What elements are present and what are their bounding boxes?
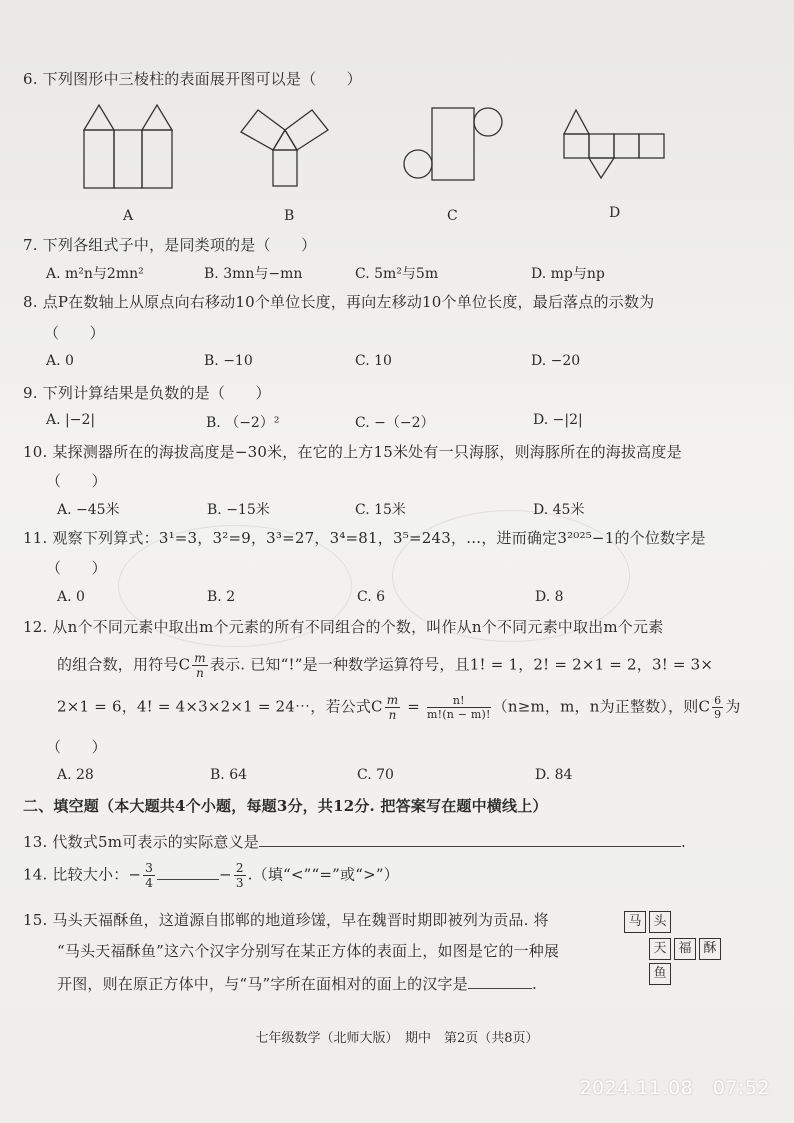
q7-stem: 7. 下列各组式子中，是同类项的是（ ） [23,236,317,254]
q15-line2: “马头天福酥鱼”这六个汉字分别写在某正方体的表面上，如图是它的一种展 [57,942,560,960]
net-cell-tian: 天 [649,938,671,960]
q8-option-a: A. 0 [46,353,74,369]
q14-frac-1: $\frac{3}{4}$ [145,861,154,890]
net-cell-su: 酥 [699,938,721,960]
q11-paren: （ ） [46,559,107,577]
net-cell-yu: 鱼 [649,963,671,985]
q11-stem: 11. 观察下列算式：3¹=3，3²=9，3³=27，3⁴=81，3⁵=243，…，进而确定3²⁰²⁵−1的个位数字是 [23,529,706,547]
photo-timestamp: 2024.11.08 07:52 [579,1077,770,1099]
q12-line2 [57,652,713,679]
page-footer: 七年级数学（北师大版） 期中 第2页（共8页） [255,1031,539,1046]
q9-option-d: D. −|2| [533,412,583,428]
q10-option-d: D. 45米 [533,502,585,518]
q14-stem: 14. 比较大小：− [23,865,142,884]
q10-paren: （ ） [46,472,107,490]
q7-option-c: C. 5m²与5m [355,266,439,282]
q12-frac-mn-2: $\frac{m}{n}$ [386,693,399,722]
q6-label-c: C [447,208,458,224]
q6-label-a: A [123,208,134,224]
q8-stem: 8. 点P在数轴上从原点向右移动10个单位长度，再向左移动10个单位长度，最后落点的示数为 [23,293,655,311]
q6-stem: 6. 下列图形中三棱柱的表面展开图可以是（ ） [23,70,362,88]
figure-a [84,105,172,188]
q7-option-a: A. m²n与2mn² [46,266,144,282]
q10-stem: 10. 某探测器所在的海拔高度是−30米，在它的上方15米处有一只海豚，则海豚所在的海拔高度是 [23,443,682,461]
section2-heading: 二、填空题（本大题共4个小题，每题3分，共12分. 把答案写在题中横线上） [23,797,548,815]
figure-b [241,110,328,186]
q7-option-d: D. mp与np [531,266,605,282]
q12-option-a: A. 28 [57,767,94,783]
q13-stem: 13. 代数式5m可表示的实际意义是 [23,833,259,851]
q9-option-a: A. |−2| [46,412,96,428]
q8-paren: （ ） [44,324,105,342]
q12-equals: = [402,697,426,716]
q14-frac-2: $\frac{2}{3}$ [235,861,244,890]
q9-stem: 9. 下列计算结果是负数的是（ ） [23,384,271,402]
q10-option-a: A. −45米 [57,502,120,518]
q13 [23,831,686,852]
q14-tail: .（填“<”“=”或“>”） [247,865,399,884]
q12-option-c: C. 70 [357,767,394,783]
q12-frac-69: $\frac{6}{9}$ [714,694,722,721]
net-cell-ma: 马 [624,911,646,933]
q11-option-c: C. 6 [357,589,386,605]
q12-line3-a: 2×1 = 6，4! = 4×3×2×1 = 24⋯，若公式C [57,697,383,716]
net-cell-tou: 头 [649,911,671,933]
q15-line3-end: . [531,975,537,993]
q15-line1: 15. 马头天福酥鱼，这道源自邯郸的地道珍馐，早在魏晋时期即被列为贡品. 将 [23,911,549,929]
q12-option-d: D. 84 [535,767,573,783]
q6-figures [0,100,794,240]
q12-line2-b: 表示. 已知“!”是一种数学运算符号，且1! = 1，2! = 2×1 = 2，3! = 3× [209,655,714,674]
q12-frac-formula: $\frac{n!}{m!(n - m)!}$ [427,694,491,721]
q12-line3 [57,694,741,721]
net-cell-fu: 福 [674,938,696,960]
q14-answer-blank[interactable] [157,865,219,880]
q8-option-d: D. −20 [531,353,581,369]
q15-line3 [57,973,537,994]
q11-option-b: B. 2 [207,589,236,605]
q12-line1: 12. 从n个不同元素中取出m个元素的所有不同组合的个数，叫作从n个不同元素中取出m个元素 [23,618,664,636]
figure-d [564,110,664,178]
q14-minus: − [219,865,232,884]
q8-option-c: C. 10 [355,353,392,369]
q12-line3-c: （n≥m，m，n为正整数），则C [492,697,711,716]
q8-option-b: B. −10 [204,353,253,369]
q13-answer-blank[interactable] [259,832,681,847]
q12-option-b: B. 64 [210,767,248,783]
q15-line3-text: 开图，则在原正方体中，与“马”字所在面相对的面上的汉字是 [57,975,468,993]
q13-end: . [681,833,686,851]
q9-option-c: C. −（−2） [355,415,435,431]
q11-option-d: D. 8 [535,589,564,605]
q12-paren: （ ） [46,738,107,756]
figure-c [404,108,502,180]
q11-option-a: A. 0 [57,589,85,605]
q15-answer-blank[interactable] [468,974,532,989]
q6-label-d: D [609,205,621,221]
q14 [23,862,399,889]
q10-option-b: B. −15米 [207,502,270,518]
q12-frac-mn: $\frac{m}{n}$ [194,651,206,680]
q6-label-b: B [284,208,295,224]
q10-option-c: C. 15米 [355,502,406,518]
q7-option-b: B. 3mn与−mn [204,266,303,282]
q12-line2-a: 的组合数，用符号C [57,655,191,674]
q9-option-b: B. （−2）² [206,415,280,431]
q12-line3-d: 为 [725,697,741,716]
